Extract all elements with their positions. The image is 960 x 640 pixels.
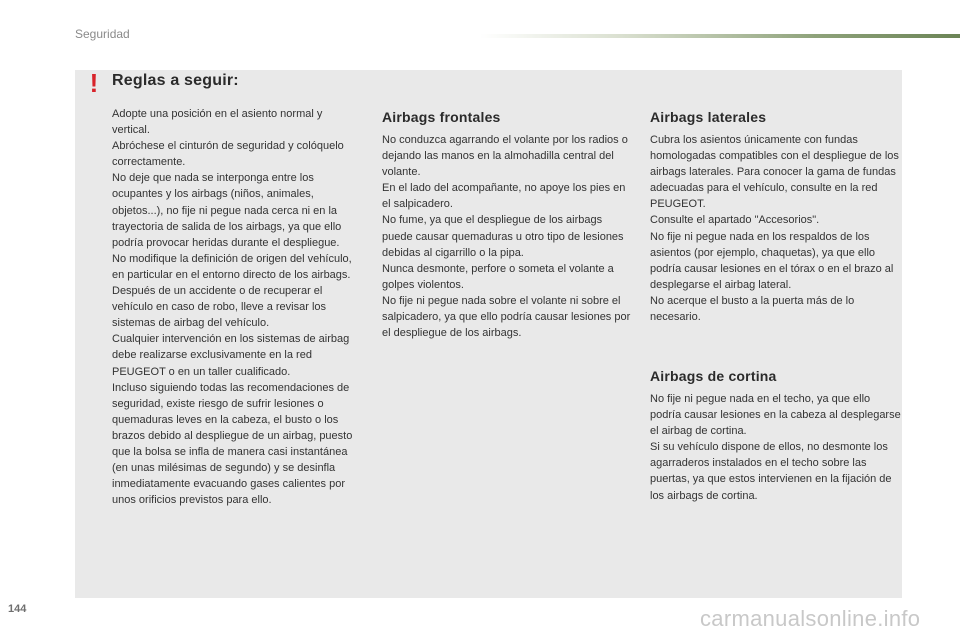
cortina-paragraph: No fije ni pegue nada en el techo, ya que ello podría causar lesiones en la cabeza al desplegarse el airbag de cortina. xyxy=(650,393,901,438)
rule-paragraph: Adopte una posición en el asiento normal y vertical. xyxy=(112,108,323,137)
header-rule xyxy=(480,34,960,38)
section-label: Seguridad xyxy=(75,27,130,41)
frontales-paragraph: No fume, ya que el despliegue de los airbags puede causar quemaduras u otro tipo de lesiones debidas al cigarrillo o la pipa. xyxy=(382,214,624,259)
laterales-paragraph: No fije ni pegue nada en los respaldos de los asientos (por ejemplo, chaquetas), ya que ello podría causar lesiones en el tórax o en el brazo al desplegarse el airbag lateral. xyxy=(650,230,894,291)
cortina-paragraph: Si su vehículo dispone de ellos, no desmonte los agarraderos instalados en el techo sobre las puertas, ya que estos intervienen en la fijación de los airbags de cortina. xyxy=(650,441,892,502)
laterales-paragraph: Cubra los asientos únicamente con fundas homologadas compatibles con el despliegue de los airbags laterales. Para conocer la gama de fundas adecuadas para el vehículo, consulte en la red PEUGEOT. xyxy=(650,134,899,211)
laterales-heading: Airbags laterales xyxy=(650,109,767,125)
rules-column xyxy=(112,106,360,508)
rule-paragraph: Incluso siguiendo todas las recomendaciones de seguridad, existe riesgo de sufrir lesiones o quemaduras leves en la cabeza, el busto o los brazos debido al despliegue de un airbag, puesto que la bolsa se infla de manera casi instantánea (en unas milésimas de segundo) y se desinfla inmediatamente evacuando gases calientes por unos orificios previstos para ello. xyxy=(112,381,353,507)
rule-paragraph: No deje que nada se interponga entre los ocupantes y los airbags (niños, animales, objetos...), no fije ni pegue nada cerca ni en la trayectoria de salida de los airbags, ya que ello podría provocar heridas durante el despliegue. xyxy=(112,172,342,249)
rule-paragraph: Abróchese el cinturón de seguridad y colóquelo correctamente. xyxy=(112,140,344,169)
frontales-heading: Airbags frontales xyxy=(382,109,501,125)
panel-title: Reglas a seguir: xyxy=(112,72,239,89)
laterales-paragraph: No acerque el busto a la puerta más de lo necesario. xyxy=(650,294,855,324)
cortina-heading: Airbags de cortina xyxy=(650,368,777,384)
watermark: carmanualsonline.info xyxy=(700,606,921,631)
laterales-section xyxy=(650,108,902,325)
frontales-paragraph: No conduzca agarrando el volante por los radios o dejando las manos en la almohadilla central del volante. xyxy=(382,134,628,179)
frontales-paragraph: No fije ni pegue nada sobre el volante ni sobre el salpicadero, ya que ello podría causar lesiones por el despliegue de los airbags. xyxy=(382,294,631,340)
frontales-paragraph: Nunca desmonte, perfore o someta el volante a golpes violentos. xyxy=(382,262,614,291)
rule-paragraph: Después de un accidente o de recuperar el vehículo en caso de robo, lleve a revisar los sistemas de airbag del vehículo. xyxy=(112,285,327,330)
laterales-paragraph: Consulte el apartado "Accesorios". xyxy=(650,214,820,227)
frontales-section xyxy=(382,108,632,341)
page-number: 144 xyxy=(8,603,27,615)
rule-paragraph: No modifique la definición de origen del vehículo, en particular en el entorno directo de los airbags. xyxy=(112,252,352,281)
warning-icon: ! xyxy=(89,68,99,98)
cortina-section xyxy=(650,367,902,504)
rule-paragraph: Cualquier intervención en los sistemas de airbag debe realizarse exclusivamente en la red PEUGEOT o en un taller cualificado. xyxy=(112,333,350,378)
frontales-paragraph: En el lado del acompañante, no apoye los pies en el salpicadero. xyxy=(382,182,626,211)
